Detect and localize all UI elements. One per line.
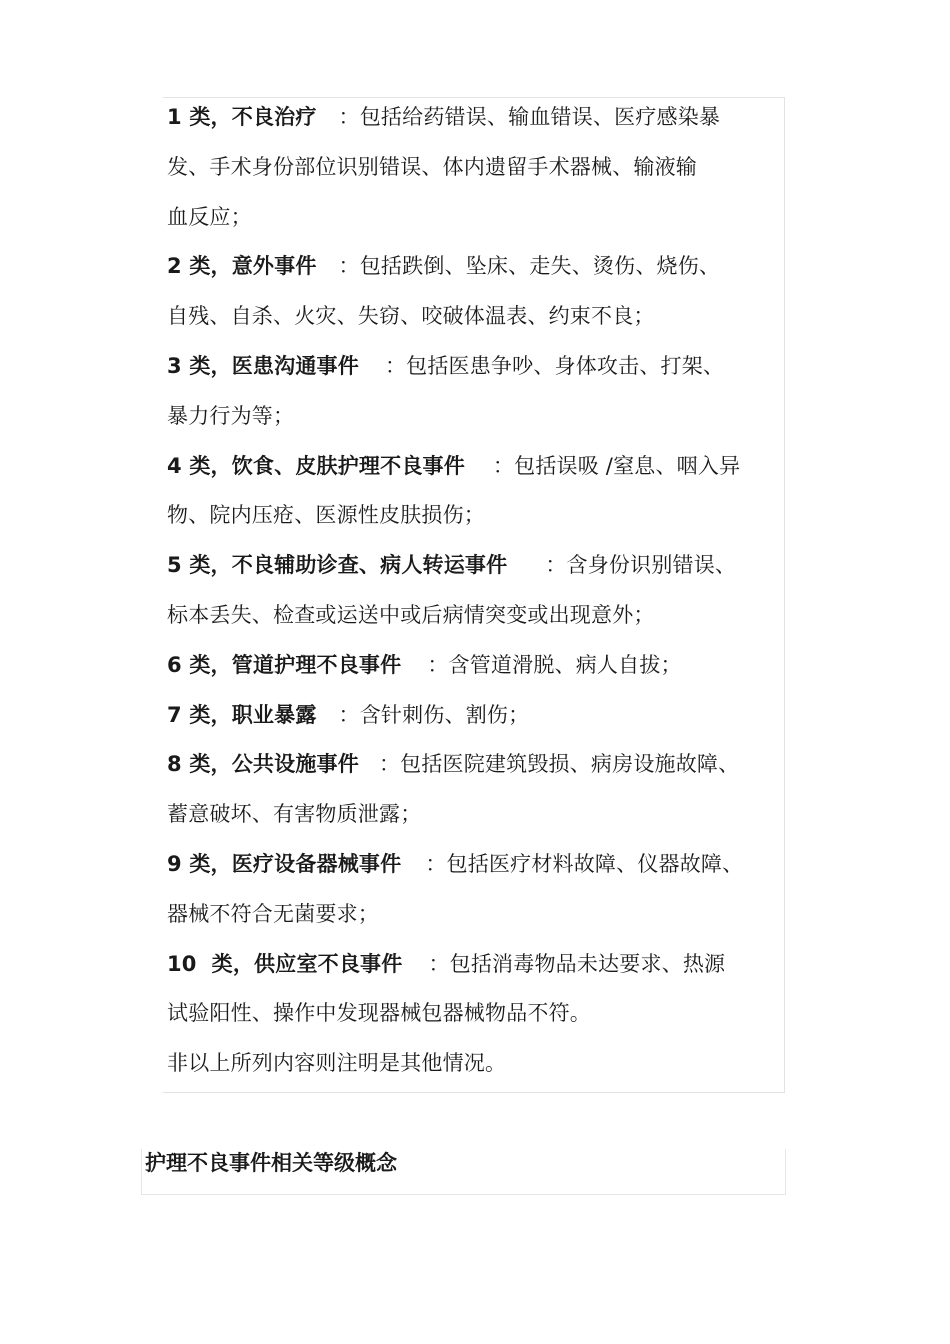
category-2-line-1 — [167, 242, 807, 292]
category-4-line-2 — [167, 491, 807, 541]
category-label: 6 类，管道护理不良事件 — [167, 652, 402, 677]
category-2-line-2 — [167, 292, 807, 342]
category-label: 9 类，医疗设备器械事件 — [167, 851, 402, 876]
category-description: 物、院内压疮、医源性皮肤损伤； — [167, 503, 485, 528]
category-description: ：包括医疗材料故障、仪器故障、 — [425, 851, 744, 876]
category-label: 10 类，供应室不良事件 — [167, 951, 403, 976]
category-7-line-1 — [167, 691, 807, 741]
category-1-line-1 — [167, 93, 807, 143]
category-description: ：含身份识别错误、 — [545, 553, 737, 578]
category-label: 8 类，公共设施事件 — [167, 752, 359, 777]
category-description: 试验阳性、操作中发现器械包器械物品不符。 — [167, 1001, 591, 1026]
category-8-line-2 — [167, 790, 807, 840]
category-description: 器械不符合无菌要求； — [167, 901, 379, 926]
category-list — [167, 93, 807, 1089]
category-3-line-2 — [167, 392, 807, 442]
category-9-line-2 — [167, 890, 807, 940]
section-heading: 护理不良事件相关等级概念 — [145, 1151, 397, 1175]
category-5-line-2 — [167, 591, 807, 641]
category-description: 血反应； — [167, 204, 252, 229]
other-note-line — [167, 1039, 807, 1089]
category-10-line-1 — [167, 940, 807, 990]
category-label: 1 类，不良治疗 — [167, 105, 317, 129]
category-3-line-1 — [167, 342, 807, 392]
category-10-line-2 — [167, 989, 807, 1039]
category-description: ：包括给药错误、输血错误、医疗感染暴 — [338, 105, 721, 129]
category-description: ：含管道滑脱、病人自拔； — [427, 652, 682, 677]
category-6-line-1 — [167, 641, 807, 691]
category-5-line-1 — [167, 541, 807, 591]
category-description: ：含针刺伤、割伤； — [338, 702, 530, 727]
category-1-line-2 — [167, 143, 807, 193]
category-description: ：包括医院建筑毁损、病房设施故障、 — [378, 752, 740, 777]
category-description: 发、手术身份部位识别错误、体内遗留手术器械、输液输 — [167, 154, 697, 179]
category-description: 自残、自杀、火灾、失窃、咬破体温表、约束不良； — [167, 304, 655, 329]
category-1-line-3 — [167, 193, 807, 243]
category-label: 4 类，饮食、皮肤护理不良事件 — [167, 453, 465, 478]
category-description: ：包括跌倒、坠床、走失、烫伤、烧伤、 — [338, 254, 721, 279]
category-description: 暴力行为等； — [167, 403, 295, 428]
category-4-line-1 — [167, 442, 807, 492]
category-description: ：包括误吸 /窒息、咽入异 — [492, 453, 741, 478]
category-description: ：包括消毒物品未达要求、热源 — [428, 951, 726, 976]
category-9-line-1 — [167, 840, 807, 890]
category-label: 7 类，职业暴露 — [167, 702, 317, 727]
category-description: ：包括医患争吵、身体攻击、打架、 — [384, 353, 725, 378]
category-label: 3 类，医患沟通事件 — [167, 353, 359, 378]
category-description: 标本丢失、检查或运送中或后病情突变或出现意外； — [167, 602, 655, 627]
category-8-line-1 — [167, 740, 807, 790]
category-label: 5 类，不良辅助诊查、病人转运事件 — [167, 553, 508, 578]
category-description: 蓄意破坏、有害物质泄露； — [167, 802, 422, 827]
category-label: 2 类，意外事件 — [167, 254, 317, 279]
other-note: 非以上所列内容则注明是其他情况。 — [167, 1051, 507, 1076]
